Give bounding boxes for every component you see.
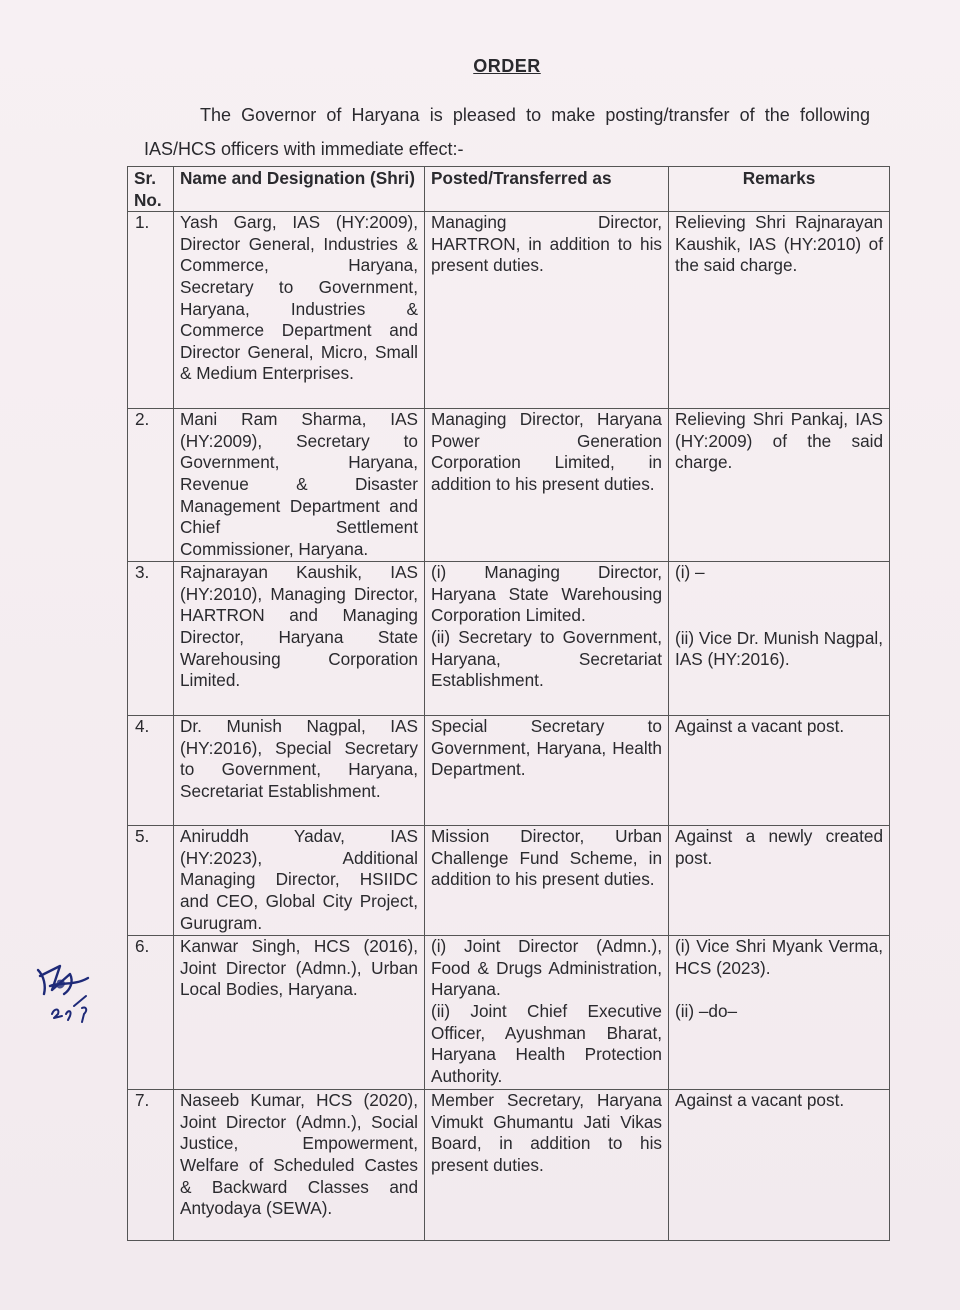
row-remarks: Against a vacant post.: [669, 716, 890, 826]
table-row: [128, 936, 890, 1090]
header-posted-as: Posted/Transferred as: [425, 167, 669, 212]
table-row: [128, 716, 890, 826]
remarks-item-i: (i) Vice Shri Myank Verma, HCS (2023).: [675, 936, 883, 978]
row-remarks: Relieving Shri Pankaj, IAS (HY:2009) of the said charge.: [669, 409, 890, 562]
row-name: Yash Garg, IAS (HY:2009), Director General, Industries & Commerce, Haryana, Secretary to Government, Haryana, Industries & Commerce Department and Director General, Micro, Small & Medium Enterprises.: [174, 212, 425, 409]
row-name: Aniruddh Yadav, IAS (HY:2023), Additional Managing Director, HSIIDC and CEO, Global City Project, Gurugram.: [174, 826, 425, 936]
row-sr-no: 6.: [128, 936, 174, 1090]
row-remarks: Against a vacant post.: [669, 1090, 890, 1241]
table-row: [128, 562, 890, 716]
row-sr-no: 1.: [128, 212, 174, 409]
remarks-item-ii: (ii) Vice Dr. Munish Nagpal, IAS (HY:2016).: [675, 627, 883, 670]
row-name: Naseeb Kumar, HCS (2020), Joint Director (Admn.), Social Justice, Empowerment, Welfare of Scheduled Castes & Backward Classes and Antyodaya (SEWA).: [174, 1090, 425, 1241]
row-name: Dr. Munish Nagpal, IAS (HY:2016), Special Secretary to Government, Haryana, Secretariat Establishment.: [174, 716, 425, 826]
row-name: Rajnarayan Kaushik, IAS (HY:2010), Managing Director, HARTRON and Managing Director, Haryana State Warehousing Corporation Limited.: [174, 562, 425, 716]
row-sr-no: 5.: [128, 826, 174, 936]
postings-table: [127, 166, 890, 1241]
row-remarks: [669, 936, 890, 1090]
table-row: [128, 409, 890, 562]
row-posted: [425, 936, 669, 1090]
posted-item-i: (i) Joint Director (Admn.), Food & Drugs Administration, Haryana.: [431, 936, 662, 1000]
row-name: Mani Ram Sharma, IAS (HY:2009), Secretary to Government, Haryana, Revenue & Disaster Management Department and Chief Settlement Commissioner, Haryana.: [174, 409, 425, 562]
remarks-item-i: (i) –: [675, 562, 705, 583]
row-posted: Managing Director, Haryana Power Generation Corporation Limited, in addition to his present duties.: [425, 409, 669, 562]
row-posted: [425, 562, 669, 716]
row-name: Kanwar Singh, HCS (2016), Joint Director (Admn.), Urban Local Bodies, Haryana.: [174, 936, 425, 1090]
table-header-row: [128, 167, 890, 212]
intro-line-2: IAS/HCS officers with immediate effect:-: [144, 139, 464, 159]
posted-item-ii: (ii) Joint Chief Executive Officer, Ayushman Bharat, Haryana Health Protection Authority.: [431, 1000, 662, 1086]
row-sr-no: 7.: [128, 1090, 174, 1241]
remarks-item-ii: (ii) –do–: [675, 1001, 738, 1022]
row-remarks: Against a newly created post.: [669, 826, 890, 936]
intro-line-1: The Governor of Haryana is pleased to make posting/transfer of the following: [200, 105, 870, 125]
row-sr-no: 4.: [128, 716, 174, 826]
spacer: [675, 584, 883, 628]
row-posted: Special Secretary to Government, Haryana, Health Department.: [425, 716, 669, 826]
header-remarks: Remarks: [669, 167, 890, 212]
table-row: [128, 826, 890, 936]
row-sr-no: 3.: [128, 562, 174, 716]
posted-item-i: (i) Managing Director, Haryana State Warehousing Corporation Limited.: [431, 562, 662, 626]
row-remarks: Relieving Shri Rajnarayan Kaushik, IAS (HY:2010) of the said charge.: [669, 212, 890, 409]
header-sr-no: Sr. No.: [128, 167, 174, 212]
row-posted: Mission Director, Urban Challenge Fund Scheme, in addition to his present duties.: [425, 826, 669, 936]
table-row: [128, 1090, 890, 1241]
posted-item-ii: (ii) Secretary to Government, Haryana, Secretariat Establishment.: [431, 626, 662, 691]
table-row: [128, 212, 890, 409]
row-posted: Member Secretary, Haryana Vimukt Ghumantu Jati Vikas Board, in addition to his present duties.: [425, 1090, 669, 1241]
row-remarks: [669, 562, 890, 716]
handwritten-initials: [30, 956, 102, 1026]
intro-paragraph: [144, 98, 870, 166]
spacer: [675, 979, 883, 1001]
header-name-designation: Name and Designation (Shri): [174, 167, 425, 212]
document-title: ORDER: [473, 56, 541, 76]
row-posted: Managing Director, HARTRON, in addition to his present duties.: [425, 212, 669, 409]
row-sr-no: 2.: [128, 409, 174, 562]
